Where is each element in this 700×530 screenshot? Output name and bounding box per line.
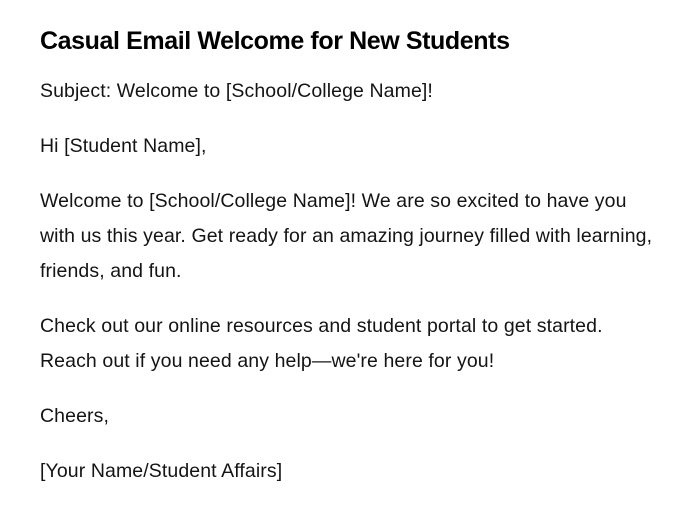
email-signature: [Your Name/Student Affairs] — [40, 460, 283, 482]
email-greeting: Hi [Student Name], — [40, 135, 207, 157]
email-body-paragraph-resources: Check out our online resources and student portal to get started. Reach out if you need any help—we're here for you! — [40, 315, 603, 372]
email-signoff: Cheers, — [40, 405, 109, 427]
email-subject-line: Subject: Welcome to [School/College Name]! — [40, 80, 433, 102]
email-body-paragraph-welcome: Welcome to [School/College Name]! We are so excited to have you with us this year. Get ready for an amazing journey filled with learning, friends, and fun. — [40, 190, 653, 282]
document-title: Casual Email Welcome for New Students — [40, 27, 510, 55]
